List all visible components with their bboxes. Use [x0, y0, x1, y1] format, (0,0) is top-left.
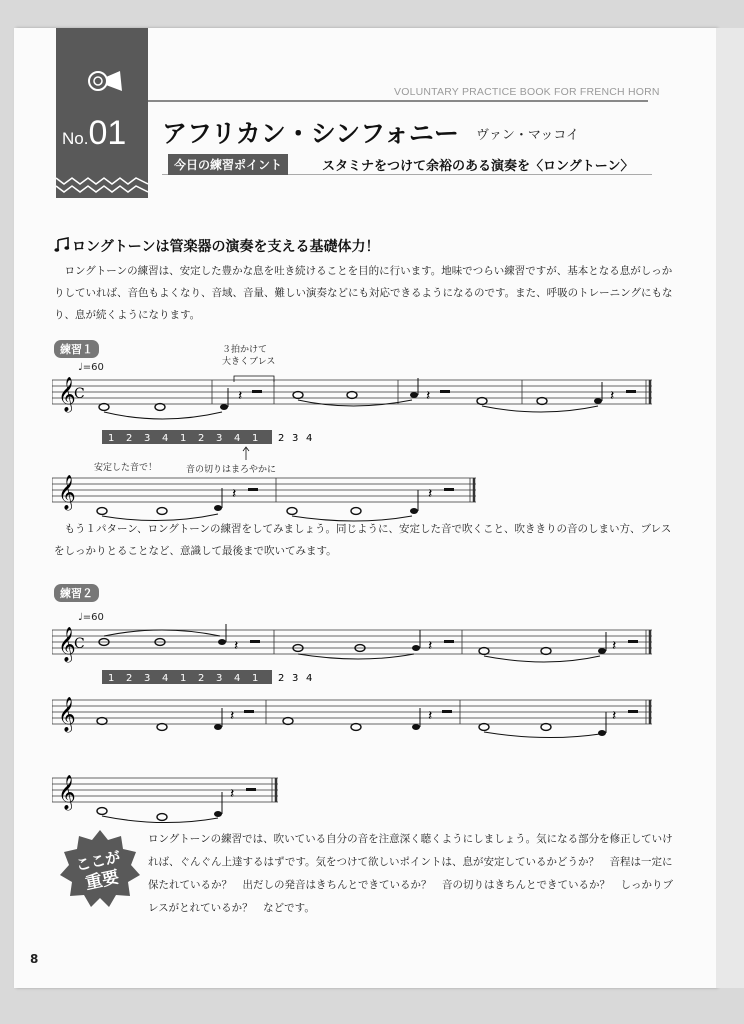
quarter-note	[214, 724, 222, 730]
quarter-note	[598, 730, 606, 736]
exercise2-label: 練習２	[54, 584, 99, 602]
whole-note	[347, 392, 357, 399]
svg-text:𝄽: 𝄽	[612, 638, 617, 654]
count: 4	[306, 433, 313, 444]
badge-line2: 重要	[83, 867, 121, 895]
title-tab	[56, 28, 148, 198]
whole-note	[537, 398, 547, 405]
quarter-note	[594, 398, 602, 404]
breath-bracket	[234, 376, 274, 382]
key-point-text: ロングトーンの練習では、吹いている自分の音を注意深く聴くようにしましょう。気になる部分を修正していければ、ぐんぐん上達するはずです。気をつけて欲しいポイントは、息が安定しているかどうか？ 音程は一定に保たれているか？ 出だしの発音はきちんとできているか？ 音の切りはきちんとできているか？ しっかりブレスがとれているか？ などです。	[148, 833, 673, 914]
zigzag-decoration	[56, 170, 148, 198]
svg-text:𝄽: 𝄽	[428, 486, 433, 502]
whole-note	[541, 648, 551, 655]
key-point-badge	[58, 828, 142, 912]
quarter-rest-icon: 𝄽	[610, 388, 615, 404]
whole-note	[155, 404, 165, 411]
treble-clef-icon: 𝄞	[58, 697, 76, 732]
treble-clef-icon: 𝄞	[58, 475, 76, 510]
count: 2	[126, 673, 133, 684]
header-rule	[148, 100, 648, 102]
svg-text:𝄽: 𝄽	[428, 708, 433, 724]
count: 3	[292, 433, 299, 444]
section-heading	[54, 236, 379, 256]
count: 4	[306, 673, 313, 684]
count: 4	[162, 673, 169, 684]
tie	[298, 400, 412, 406]
count: 3	[292, 673, 299, 684]
exercise2-score	[52, 618, 658, 688]
exercise2-count-boxed	[102, 670, 272, 684]
svg-text:𝄽: 𝄽	[612, 708, 617, 724]
count: 1	[180, 433, 187, 444]
half-rest-icon	[252, 390, 262, 393]
intro-paragraph: ロングトーンの練習は、安定した豊かな息を吐き続けることを目的に行います。地味でつらい練習ですが、基本となる息がしっかりしていれば、音色もよくなり、音域、音量、難しい演奏などにも対応できるようになるのです。また、呼吸のトレーニングにもなり、息が続くようになります。	[54, 265, 673, 321]
whole-note	[97, 718, 107, 725]
half-rest-icon	[440, 390, 450, 393]
lesson-number-prefix: No.	[62, 129, 89, 148]
svg-text:𝄽: 𝄽	[230, 708, 235, 724]
whole-note	[541, 724, 551, 731]
exercise1-score-line2	[52, 466, 482, 526]
common-time-icon: C	[74, 386, 85, 402]
whole-note	[479, 648, 489, 655]
svg-text:𝄽: 𝄽	[232, 486, 237, 502]
page-edge	[716, 28, 744, 988]
exercise2-score-line2	[52, 688, 658, 744]
lesson-number-value: 01	[88, 114, 127, 152]
count: 1	[180, 673, 187, 684]
series-title: VOLUNTARY PRACTICE BOOK FOR FRENCH HORN	[394, 86, 660, 98]
composer: ヴァン・マッコイ	[476, 128, 579, 143]
whole-note	[97, 808, 107, 815]
quarter-note	[598, 648, 606, 654]
page-title: アフリカン・シンフォニー	[162, 119, 459, 148]
lesson-number	[62, 114, 126, 153]
whole-note	[477, 398, 487, 405]
count: 3	[144, 433, 151, 444]
exercise1-label: 練習１	[54, 340, 99, 358]
count: 2	[126, 433, 133, 444]
count: 4	[162, 433, 169, 444]
treble-clef-icon: 𝄞	[58, 377, 76, 412]
quarter-note	[218, 639, 226, 645]
whole-note	[283, 718, 293, 725]
tie	[104, 412, 222, 419]
practice-point-label: 今日の練習ポイント	[168, 154, 288, 175]
half-rest-icon	[626, 390, 636, 393]
whole-note	[99, 404, 109, 411]
whole-note	[351, 724, 361, 731]
count: 3	[144, 673, 151, 684]
count: 3	[216, 433, 223, 444]
middle-paragraph: もう１パターン、ロングトーンの練習をしてみましょう。同じように、安定した音で吹くこと、吹ききりの音のしまい方、ブレスをしっかりとることなど、意識して最後まで吹いてみます。	[54, 523, 672, 557]
count: 1	[252, 673, 259, 684]
whole-note	[157, 814, 167, 821]
exercise1-tempo: ♩=60	[78, 362, 104, 373]
count: 4	[234, 433, 241, 444]
section-heading-text: ロングトーンは管楽器の演奏を支える基礎体力！	[72, 239, 380, 255]
exercise1-count-boxed	[102, 430, 272, 444]
whole-note	[157, 508, 167, 515]
badge-line1: ここが	[74, 847, 123, 875]
breath-note: ３拍かけて 大きくブレス	[222, 345, 276, 367]
quarter-note	[214, 505, 222, 511]
whole-note	[351, 508, 361, 515]
count: 2	[198, 673, 205, 684]
svg-text:𝄽: 𝄽	[234, 638, 239, 654]
count: 1	[108, 433, 115, 444]
common-time-icon: C	[74, 636, 85, 652]
exercise2-tempo: ♩=60	[78, 612, 104, 623]
quarter-note	[220, 404, 228, 410]
count: 4	[234, 673, 241, 684]
count: 3	[216, 673, 223, 684]
whole-note	[287, 508, 297, 515]
practice-point-bar	[162, 152, 652, 175]
quarter-note	[412, 724, 420, 730]
treble-clef-icon: 𝄞	[58, 775, 76, 810]
exercise2-score-line3	[52, 766, 292, 826]
whole-note	[479, 724, 489, 731]
whole-note	[97, 508, 107, 515]
count: 1	[108, 673, 115, 684]
count: 2	[198, 433, 205, 444]
practice-point-text: スタミナをつけて余裕のある演奏を〈ロングトーン〉	[322, 159, 634, 174]
count: 2	[278, 673, 285, 684]
french-horn-icon	[82, 68, 126, 94]
svg-text:𝄽: 𝄽	[230, 786, 235, 802]
release-note: 音の切りはまろやかに	[186, 465, 277, 475]
quarter-rest-icon: 𝄽	[426, 388, 431, 404]
whole-note	[293, 392, 303, 399]
book-page	[14, 28, 716, 988]
svg-text:𝄽: 𝄽	[428, 638, 433, 654]
quarter-note	[410, 392, 418, 398]
count: 2	[278, 433, 285, 444]
quarter-note	[412, 645, 420, 651]
whole-note	[157, 724, 167, 731]
quarter-rest-icon: 𝄽	[238, 388, 243, 404]
treble-clef-icon: 𝄞	[58, 627, 76, 662]
quarter-note	[214, 811, 222, 817]
music-note-icon	[54, 237, 70, 253]
tie	[482, 406, 598, 412]
count: 1	[252, 433, 259, 444]
stable-note: 安定した音で！	[94, 463, 158, 473]
quarter-note	[410, 508, 418, 514]
page-number: 8	[30, 952, 39, 966]
